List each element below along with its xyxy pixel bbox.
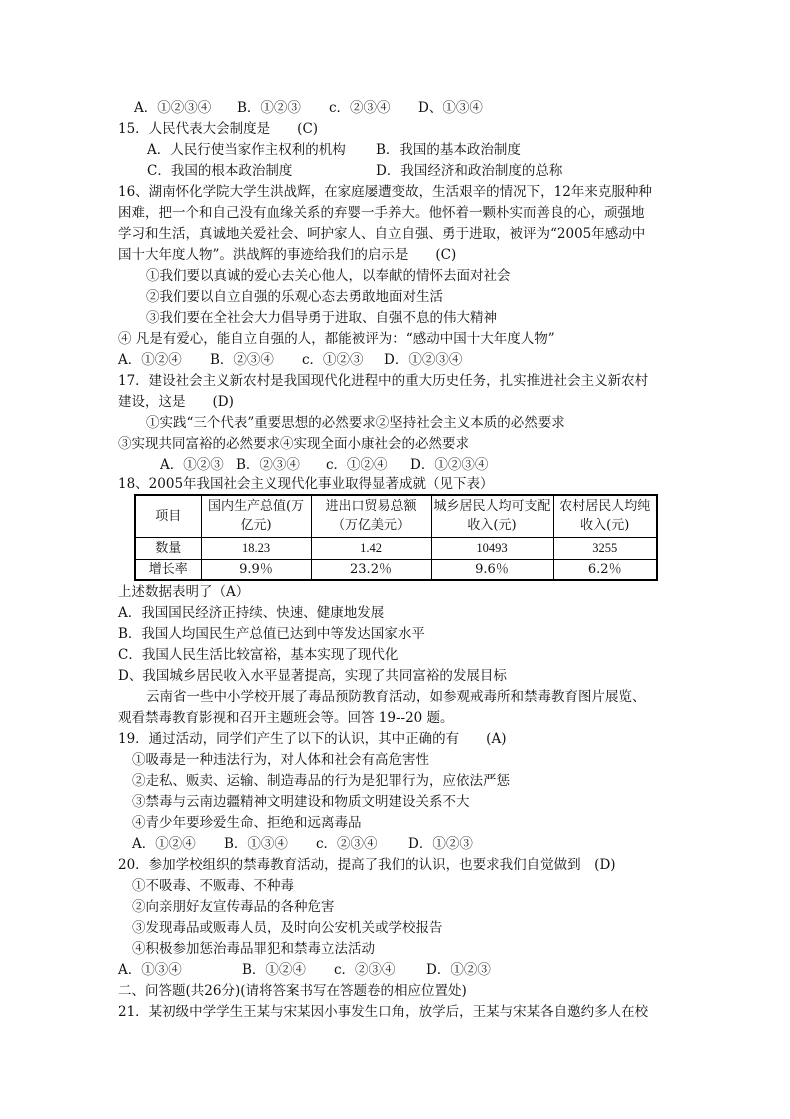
q19-item-4: ④青少年要珍爱生命、拒绝和远离毒品 bbox=[132, 815, 362, 831]
table-header-row bbox=[135, 495, 657, 537]
q19-stem: 19．通过活动，同学们产生了以下的认识，其中正确的有 (A) bbox=[118, 731, 507, 747]
q17-option-b: B．②③④ bbox=[236, 457, 300, 473]
q18-option-b: B．我国人均国民生产总值已达到中等发达国家水平 bbox=[118, 626, 425, 642]
q20-option-a: A．①③④ bbox=[118, 962, 182, 978]
intro-line-2: 观看禁毒教育影视和召开主题班会等。回答 19--20 题。 bbox=[118, 710, 454, 726]
table-cell: 18.23 bbox=[201, 537, 311, 559]
section-heading: 二、问答题(共26分)(请将答案书写在答题卷的相应位置处) bbox=[118, 983, 467, 999]
intro-line-1: 云南省一些中小学校开展了毒品预防教育活动，如参观戒毒所和禁毒教育图片展览、 bbox=[146, 689, 646, 705]
table-row bbox=[135, 559, 657, 580]
table-cell: 6.2％ bbox=[553, 559, 657, 580]
q17-stem-line-2: 建设，这是 (D) bbox=[118, 394, 234, 410]
q20-item-3: ③发现毒品或贩毒人员，及时向公安机关或学校报告 bbox=[132, 920, 443, 936]
table-cell: 增长率 bbox=[135, 559, 201, 580]
q20-stem: 20．参加学校组织的禁毒教育活动，提高了我们的认识，也要求我们自觉做到 (D) bbox=[118, 857, 616, 873]
q18-option-c: C．我国人民生活比较富裕，基本实现了现代化 bbox=[118, 647, 399, 663]
table-header-cell: 城乡居民人均可支配收入(元) bbox=[431, 495, 553, 537]
q19-item-1: ①吸毒是一种违法行为，对人体和社会有高危害性 bbox=[132, 752, 429, 768]
q14-option-d: D、①③④ bbox=[418, 100, 483, 116]
table-row bbox=[135, 537, 657, 559]
q17-option-d: D．①②③④ bbox=[410, 457, 489, 473]
q19-item-3: ③禁毒与云南边疆精神文明建设和物质文明建设关系不大 bbox=[132, 794, 470, 810]
q17-stem-line-1: 17．建设社会主义新农村是我国现代化进程中的重大历史任务，扎实推进社会主义新农村 bbox=[118, 373, 649, 389]
q19-option-d: D．①②③ bbox=[408, 836, 473, 852]
q17-option-a: A．①②③ bbox=[160, 457, 224, 473]
q15-option-d: D．我国经济和政治制度的总称 bbox=[376, 163, 563, 179]
q15-option-a: A．人民行使当家作主权利的机构 bbox=[147, 142, 346, 158]
q20-item-4: ④积极参加惩治毒品罪犯和禁毒立法活动 bbox=[132, 941, 375, 957]
q20-option-c: c．②③④ bbox=[334, 962, 396, 978]
q14-option-c: c．②③④ bbox=[329, 100, 391, 116]
table-cell: 1.42 bbox=[311, 537, 431, 559]
table-cell: 9.9％ bbox=[201, 559, 311, 580]
q19-item-2: ②走私、贩卖、运输、制造毒品的行为是犯罪行为，应依法严惩 bbox=[132, 773, 510, 789]
q14-options bbox=[134, 98, 483, 118]
table-header-cell: 国内生产总值(万亿元) bbox=[201, 495, 311, 537]
q20-options bbox=[118, 960, 491, 980]
q16-stem-line-4: 国十大年度人物”。洪战辉的事迹给我们的启示是 (C) bbox=[118, 247, 457, 263]
q17-item-2: ③实现共同富裕的必然要求④实现全面小康社会的必然要求 bbox=[118, 436, 469, 452]
q16-option-c: c．①②③ bbox=[302, 352, 364, 368]
q15-stem: 15．人民代表大会制度是 (C) bbox=[118, 121, 319, 137]
q18-question: 上述数据表明了（A） bbox=[118, 584, 250, 600]
q16-item-4: ④ 凡是有爱心，能自立自强的人，都能被评为：“感动中国十大年度人物” bbox=[118, 331, 555, 347]
q18-option-a: A．我国国民经济正持续、快速、健康地发展 bbox=[118, 605, 385, 621]
q16-stem-line-2: 困难，把一个和自己没有血缘关系的弃婴一手养大。他怀着一颗朴实而善良的心，顽强地 bbox=[118, 205, 645, 221]
q16-stem-line-3: 学习和生活，真诚地关爱社会、呵护家人、自立自强、勇于进取，被评为“2005年感动中 bbox=[118, 226, 646, 242]
q16-stem-line-1: 16、湖南怀化学院大学生洪战辉，在家庭屡遭变故，生活艰辛的情况下，12年来克服种种 bbox=[118, 184, 652, 200]
q15-option-b: B．我国的基本政治制度 bbox=[376, 142, 521, 158]
table-header-cell: 农村居民人均纯收入(元) bbox=[553, 495, 657, 537]
table-cell: 数量 bbox=[135, 537, 201, 559]
table-cell: 23.2％ bbox=[311, 559, 431, 580]
q18-option-d: D、我国城乡居民收入水平显著提高，实现了共同富裕的发展目标 bbox=[118, 668, 507, 684]
q19-option-b: B．①③④ bbox=[224, 836, 288, 852]
q19-option-a: A．①②④ bbox=[132, 836, 196, 852]
q20-item-2: ②向亲朋好友宣传毒品的各种危害 bbox=[132, 899, 335, 915]
q16-item-3: ③我们要在全社会大力倡导勇于进取、自强不息的伟大精神 bbox=[146, 310, 497, 326]
q20-option-b: B．①②④ bbox=[242, 962, 306, 978]
achievement-table bbox=[134, 494, 658, 581]
q18-stem: 18、2005年我国社会主义现代化事业取得显著成就（见下表） bbox=[118, 476, 494, 492]
table-cell: 10493 bbox=[431, 537, 553, 559]
q20-option-d: D．①②③ bbox=[426, 962, 491, 978]
q14-option-b: B．①②③ bbox=[237, 100, 301, 116]
q16-item-1: ①我们要以真诚的爱心去关心他人，以奉献的情怀去面对社会 bbox=[146, 268, 511, 284]
q16-option-a: A．①②④ bbox=[118, 352, 182, 368]
q16-item-2: ②我们要以自立自强的乐观心态去勇敢地面对生活 bbox=[146, 289, 443, 305]
q15-option-c: C．我国的根本政治制度 bbox=[147, 163, 293, 179]
q17-options bbox=[160, 455, 488, 475]
q19-option-c: c．②③④ bbox=[316, 836, 378, 852]
q14-option-a: A．①②③④ bbox=[134, 100, 212, 116]
table-header-cell: 进出口贸易总额（万亿美元） bbox=[311, 495, 431, 537]
q19-options bbox=[132, 834, 473, 854]
q17-item-1: ①实践“三个代表”重要思想的必然要求②坚持社会主义本质的必然要求 bbox=[146, 415, 565, 431]
table-cell: 9.6％ bbox=[431, 559, 553, 580]
q16-option-d: D．①②③④ bbox=[384, 352, 463, 368]
q21-line: 21．某初级中学学生王某与宋某因小事发生口角，放学后，王某与宋某各自邀约多人在校 bbox=[118, 1004, 649, 1020]
q16-options bbox=[118, 350, 462, 370]
q16-option-b: B．②③④ bbox=[210, 352, 274, 368]
q17-option-c: c．①②④ bbox=[326, 457, 388, 473]
q20-item-1: ①不吸毒、不贩毒、不种毒 bbox=[132, 878, 294, 894]
table-header-cell: 项目 bbox=[135, 495, 201, 537]
table-cell: 3255 bbox=[553, 537, 657, 559]
